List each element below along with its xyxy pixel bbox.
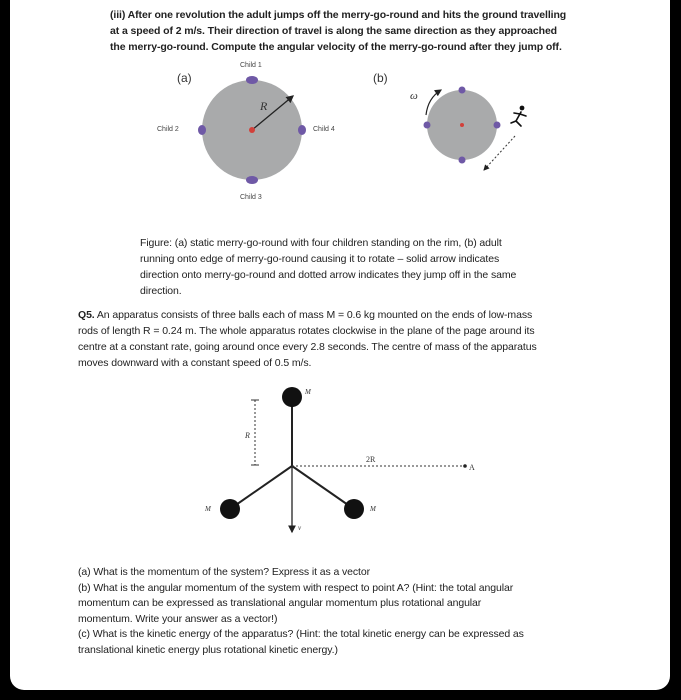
ball-left [220,499,240,519]
text-line: (a) What is the momentum of the system? Express it as a vector [78,566,370,578]
child3-dot [246,176,258,184]
panel-a-label: (a) [177,71,192,85]
mass-left-label: M [205,505,211,513]
text-line: Q5. An apparatus consists of three balls each of mass M = 0.6 kg mounted on the ends of low-mass [78,309,533,321]
child3-label: Child 3 [240,194,262,201]
point-a-dot [463,464,467,468]
text-line: direction onto merry-go-round and dotted arrow indicates they jump off in the same [140,269,517,281]
text-line: (b) What is the angular momentum of the system with respect to point A? (Hint: the total angular [78,581,514,594]
text-line: rods of length R = 0.24 m. The whole apparatus rotates clockwise in the plane of the page around its [78,325,535,337]
r-label: R [245,431,250,440]
document-page [10,0,670,690]
child4-dot [298,125,306,135]
center-dot-b [460,123,464,127]
q5-number: Q5. [78,309,95,321]
text-line: momentum. Write your answer as a vector!) [78,612,278,625]
text-line: the merry-go-round. Compute the angular velocity of the merry-go-round after they jump off. [110,41,562,53]
point-a-label: A [469,463,475,472]
text-line: running onto edge of merry-go-round causing it to rotate – solid arrow indicates [140,253,500,265]
rod-right [292,466,351,507]
q5-text [78,307,537,371]
text-line: (c) What is the kinetic energy of the apparatus? (Hint: the total kinetic energy can be expressed as [78,628,524,640]
rod-left [233,466,292,507]
child2-label: Child 2 [157,126,179,133]
q5-questions [78,565,524,658]
running-person-icon [511,106,526,126]
text-line: direction. [140,285,182,297]
child-dot-b-bottom [459,157,466,164]
text-line: momentum can be expressed as translational angular momentum plus rotational angular [78,597,482,609]
child1-label: Child 1 [240,62,262,69]
mass-top-label: M [305,388,311,396]
text-line: Figure: (a) static merry-go-round with four children standing on the rim, (b) adult [140,237,502,249]
child2-dot [198,125,206,135]
omega-label: ω [410,90,418,102]
child-dot-b-top [459,87,466,94]
child-dot-b-right [494,122,501,129]
merry-go-round-figure [10,0,670,210]
text-line: (iii) After one revolution the adult jumps off the merry-go-round and hits the ground travelling [110,9,567,21]
mass-right-label: M [370,505,376,513]
two-r-label: 2R [366,455,376,464]
center-dot [249,127,255,133]
ball-right [344,499,364,519]
text-line: centre at a constant rate, going around once every 2.8 seconds. The centre of mass of the apparatus [78,341,537,353]
text-line: moves downward with a constant speed of 0.5 m/s. [78,357,312,369]
apparatus-figure [10,380,670,560]
figure-caption [140,235,516,299]
text-line: translational kinetic energy plus rotational kinetic energy.) [78,643,338,656]
panel-b-label: (b) [373,71,388,85]
child1-dot [246,76,258,84]
velocity-label: v [298,524,302,532]
ball-top [282,387,302,407]
text-line: at a speed of 2 m/s. Their direction of travel is along the same direction as they approached [110,25,557,37]
child-dot-b-left [424,122,431,129]
child4-label: Child 4 [313,126,335,133]
radius-label: R [260,99,268,113]
